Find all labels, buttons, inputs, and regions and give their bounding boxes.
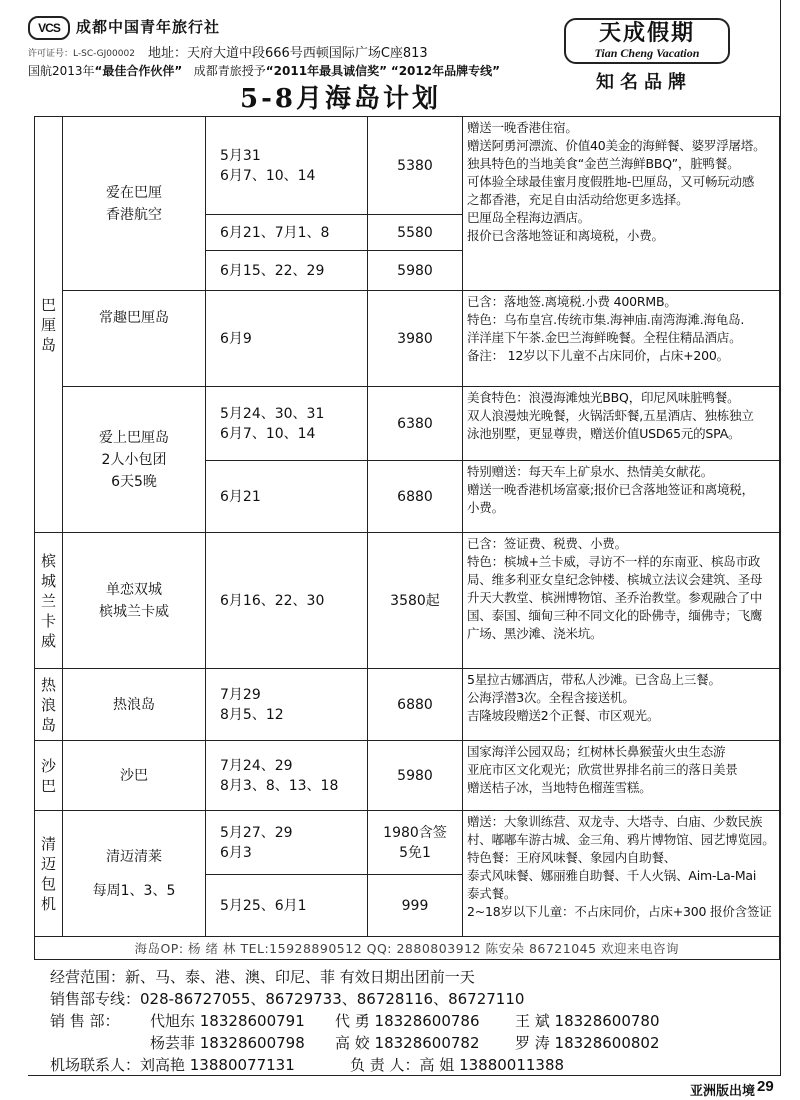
route-description: 美食特色：浪漫海滩烛光BBQ，印尼风味脏鸭餐。 双人浪漫烛光晚餐，火锅活虾餐,五星酒店、独栋独立 泳池别墅，更显尊贵，赠送价值USD65元的SPA。: [463, 387, 780, 461]
departure-dates: 5月27、29 6月3: [206, 811, 368, 875]
publication-name: 亚洲版出境: [690, 1084, 756, 1099]
route-description: 国家海洋公园双岛；红树林长鼻猴萤火虫生态游 亚庇市区文化观光；欣赏世界排名前三的落日美景 赠送桔子冰，当地特色榴莲雪糕。: [463, 741, 780, 811]
price: 6880: [368, 669, 463, 741]
sales-contact: 高 姣 18328600782: [335, 1034, 480, 1052]
award-mid: 成都青旅授予: [193, 64, 266, 78]
route-description: 已含：签证费、税费、小费。 特色：槟城+兰卡威，寻访不一样的东南亚、槟岛市政 局、维多利亚女皇纪念钟楼、槟城立法议会建筑、圣母 升天大教堂、槟洲博物馆、圣乔治教堂。参观融合了中 国、泰国、缅甸三种不同文化的卧佛寺，缅佛寺；飞鹰 广场、黑沙滩、浇米坑。: [463, 533, 780, 669]
brand-cn: 天成假期: [598, 21, 695, 46]
route-description: 赠送：大象训练营、双龙寺、大塔寺、白庙、少数民族 村、嘟嘟车游古城、金三角、鸦片博物馆、园艺博览园。 特色餐：王府风味餐、象园内自助餐、 泰式风味餐、娜丽雅自助餐、千人火锅、Aim-La-Mai 泰式餐。 2~18岁以下儿童：不占床同价，占床+300 报价含签证: [463, 811, 780, 937]
contacts-bottom-row: [50, 1054, 660, 1076]
manager-contact: 负 责 人：高 姐 13880011388: [350, 1056, 565, 1074]
departure-dates: 5月24、30、31 6月7、10、14: [206, 387, 368, 461]
table-footer-row: [35, 937, 780, 960]
price: 1980含签 5免1: [368, 811, 463, 875]
departure-dates: 6月21、7月1、8: [206, 215, 368, 251]
brand-tagline: 知名品牌: [596, 72, 692, 93]
route-name: 清迈清莱 每周1、3、5: [63, 811, 206, 937]
price: 5980: [368, 741, 463, 811]
price: 6880: [368, 461, 463, 533]
brand-logo: [564, 18, 730, 64]
departure-dates: 6月9: [206, 291, 368, 387]
table-row: [35, 669, 780, 741]
sales-contact: 罗 涛 18328600802: [515, 1034, 660, 1052]
address: 地址：天府大道中段666号西顿国际广场C座813: [148, 46, 428, 61]
op-contact: 海岛OP: 杨 绪 林 TEL:15928890512 QQ: 2880803912 陈安朵 86721045 欢迎来电咨询: [35, 937, 780, 960]
region-chiangmai: 清 迈 包 机: [35, 811, 63, 937]
price: 999: [368, 875, 463, 937]
award-3: “2012年品牌专线”: [390, 64, 500, 78]
departure-dates: 7月24、29 8月3、8、13、18: [206, 741, 368, 811]
departure-dates: 6月15、22、29: [206, 251, 368, 291]
airport-contact: 机场联系人：刘高艳 13880077131: [50, 1056, 295, 1074]
table-row: [35, 533, 780, 669]
route-name: 爱在巴厘 香港航空: [63, 117, 206, 291]
awards-line: [28, 62, 500, 79]
route-description: 特别赠送：每天车上矿泉水、热情美女献花。 赠送一晚香港机场富豪;报价已含落地签证和离境税， 小费。: [463, 461, 780, 533]
price: 6380: [368, 387, 463, 461]
route-description: 已含：落地签.离境税.小费 400RMB。 特色：乌布皇宫.传统市集.海神庙.南湾海滩.海龟岛. 洋洋崖下午茶.金巴兰海鲜晚餐。全程住精品酒店。 备注： 12岁以下儿童不占床同价，占床+200。: [463, 291, 780, 387]
company-name: 成都中国青年旅行社: [76, 18, 221, 36]
company-logo: VCS: [28, 16, 70, 40]
itinerary-table: [34, 116, 780, 960]
award-prefix: 国航2013年: [28, 64, 95, 78]
departure-dates: 6月21: [206, 461, 368, 533]
route-name: 沙巴: [63, 741, 206, 811]
price: 5580: [368, 215, 463, 251]
sales-contact: 杨芸菲 18328600798: [150, 1034, 305, 1052]
table-row: [35, 741, 780, 811]
sales-label: 销 售 部：: [50, 1012, 120, 1030]
region-bali: 巴 厘 岛: [35, 117, 63, 533]
route-name: 单恋双城 槟城兰卡威: [63, 533, 206, 669]
sales-contact: 代旭东 18328600791: [150, 1012, 305, 1030]
award-2: “2011年最具诚信奖”: [265, 64, 387, 78]
sales-contacts-row: [50, 1032, 660, 1054]
route-name: 爱上巴厘岛 2人小包团 6天5晚: [63, 387, 206, 533]
price: 5980: [368, 251, 463, 291]
page-number: 29: [757, 1078, 774, 1095]
route-name: 常趣巴厘岛: [63, 291, 206, 387]
brand-en: Tian Cheng Vacation: [594, 46, 700, 60]
award-1: “最佳合作伙伴”: [94, 64, 183, 78]
sales-contacts-row: [50, 1010, 660, 1032]
region-penang: 槟 城 兰 卡 威: [35, 533, 63, 669]
departure-dates: 5月25、6月1: [206, 875, 368, 937]
price: 3980: [368, 291, 463, 387]
departure-dates: 5月31 6月7、10、14: [206, 117, 368, 215]
sales-hotline: 销售部专线：028-86727055、86729733、86728116、86727110: [50, 990, 525, 1008]
departure-dates: 7月29 8月5、12: [206, 669, 368, 741]
bottom-divider: [28, 1075, 781, 1076]
license-number: 许可证号：L-SC-GJ00002: [28, 49, 135, 59]
route-description: 5星拉古娜酒店，带私人沙滩。已含岛上三餐。 公海浮潜3次。全程含接送机。 吉隆坡段赠送2个正餐、市区观光。: [463, 669, 780, 741]
table-row: [35, 117, 780, 215]
sales-contact: 王 斌 18328600780: [515, 1012, 660, 1030]
route-name: 热浪岛: [63, 669, 206, 741]
table-row: [35, 811, 780, 875]
departure-dates: 6月16、22、30: [206, 533, 368, 669]
price: 5380: [368, 117, 463, 215]
region-sabah: 沙 巴: [35, 741, 63, 811]
table-row: [35, 291, 780, 387]
business-scope: 经营范围：新、马、泰、港、澳、印尼、菲 有效日期出团前一天: [50, 968, 475, 986]
region-redang: 热 浪 岛: [35, 669, 63, 741]
table-row: [35, 387, 780, 461]
price: 3580起: [368, 533, 463, 669]
contact-info: [50, 966, 660, 1076]
sales-contact: 代 勇 18328600786: [335, 1012, 480, 1030]
route-description: 赠送一晚香港住宿。 赠送阿勇河漂流、价值40美金的海鲜餐、婆罗浮屠塔。 独具特色的当地美食“金芭兰海鲜BBQ”，脏鸭餐。 可体验全球最佳蜜月度假胜地-巴厘岛，又可畅玩动感 之都香港，充足自由活动给您更多选择。 巴厘岛全程海边酒店。 报价已含落地签证和离境税，小费。: [463, 117, 780, 291]
page-title: 5-8月海岛计划: [240, 84, 441, 114]
